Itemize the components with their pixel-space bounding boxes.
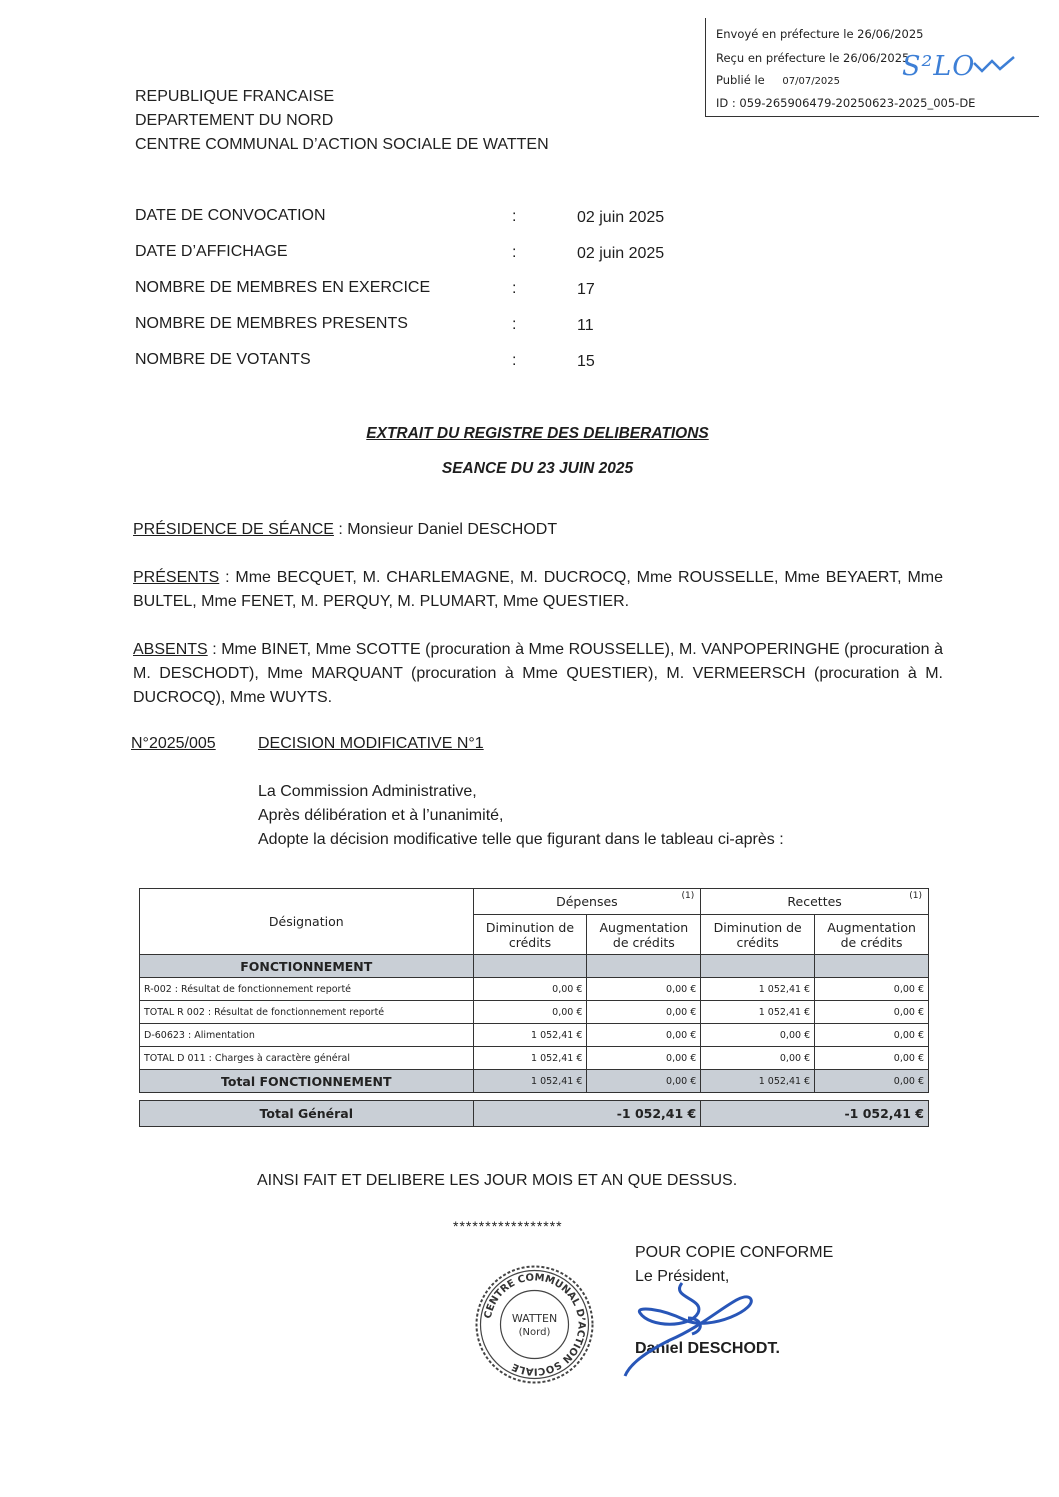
decision-number: N°2025/005 (131, 735, 216, 752)
handwritten-signature (610, 1268, 770, 1383)
prefecture-stamp (705, 18, 1039, 117)
presents-label: PRÉSENTS (133, 569, 220, 586)
info-value: 02 juin 2025 (577, 209, 665, 226)
info-label: NOMBRE DE MEMBRES EN EXERCICE (135, 279, 431, 296)
info-label: DATE D’AFFICHAGE (135, 243, 288, 260)
total-general-row: Total Général -1 052,41 € -1 052,41 € (140, 1101, 929, 1127)
table-row: TOTAL D 011 : Charges à caractère général 1 052,41 € 0,00 € 0,00 € 0,00 € (140, 1047, 929, 1070)
header-ccas: CENTRE COMMUNAL D’ACTION SOCIALE DE WATTEN (135, 136, 549, 153)
check-icon (972, 55, 1016, 75)
presidence-name: Monsieur Daniel DESCHODT (347, 521, 558, 538)
decision-body-1: La Commission Administrative, (258, 783, 477, 800)
info-colon: : (512, 316, 517, 333)
official-seal (472, 1262, 597, 1387)
decision-body-2: Après délibération et à l’unanimité, (258, 807, 504, 824)
svg-text:(Nord): (Nord) (518, 1327, 551, 1338)
total-fonctionnement-row: Total FONCTIONNEMENT 1 052,41 € 0,00 € 1 052,41 € 0,00 € (140, 1070, 929, 1093)
dep-aug-header: Augmentation de crédits (587, 915, 701, 955)
info-label: NOMBRE DE MEMBRES PRESENTS (135, 315, 408, 332)
stamp-received: Reçu en préfecture le 26/06/2025 (716, 51, 910, 65)
presents-list: Mme BECQUET, M. CHARLEMAGNE, M. DUCROCQ, Mme ROUSSELLE, Mme BEYAERT, Mme BULTEL, Mme FENET, M. PERQUY, M. PLUMART, Mme QUESTIER. (133, 569, 944, 610)
depenses-header: Dépenses (1) (473, 889, 701, 915)
rec-aug-header: Augmentation de crédits (815, 915, 929, 955)
info-colon: : (512, 244, 517, 261)
header-departement: DEPARTEMENT DU NORD (135, 112, 334, 129)
info-value: 02 juin 2025 (577, 245, 665, 262)
presidence-line: PRÉSIDENCE DE SÉANCE : Monsieur Daniel DESCHODT (133, 521, 558, 538)
stars-separator: ***************** (453, 1218, 563, 1234)
s2lo-logo: S²LO (902, 51, 975, 82)
info-value: 17 (577, 281, 595, 298)
presidence-label: PRÉSIDENCE DE SÉANCE (133, 521, 334, 538)
table-row: TOTAL R 002 : Résultat de fonctionnement reporté 0,00 € 0,00 € 1 052,41 € 0,00 € (140, 1001, 929, 1024)
stamp-sent: Envoyé en préfecture le 26/06/2025 (716, 27, 924, 41)
signature-certification: POUR COPIE CONFORME (635, 1244, 834, 1261)
presents-paragraph: PRÉSENTS : Mme BECQUET, M. CHARLEMAGNE, M. DUCROCQ, Mme ROUSSELLE, Mme BEYAERT, Mme BULTEL, Mme FENET, M. PERQUY, M. PLUMART, Mme QUESTIER. (133, 569, 944, 610)
svg-text:CENTRE COMMUNAL D’ACTION SOCIA: CENTRE COMMUNAL D’ACTION SOCIALE (482, 1272, 587, 1377)
absents-list: Mme BINET, Mme SCOTTE (procuration à Mme ROUSSELLE), M. VANPOPERINGHE (procuration à M. DESCHODT), Mme MARQUANT (procuration à Mme QUESTIER), M. VERMEERSCH (procuration à M. DUCROCQ), Mme WUYTS. (133, 641, 943, 706)
decision-title: DECISION MODIFICATIVE N°1 (258, 735, 484, 752)
decision-body-3: Adopte la décision modificative telle que figurant dans le tableau ci-après : (258, 831, 784, 848)
info-value: 11 (577, 317, 594, 334)
signature-name: Daniel DESCHODT. (635, 1340, 780, 1357)
stamp-id: ID : 059-265906479-20250623-2025_005-DE (716, 96, 976, 110)
absents-paragraph: ABSENTS : Mme BINET, Mme SCOTTE (procuration à Mme ROUSSELLE), M. VANPOPERINGHE (procuration à M. DESCHODT), Mme MARQUANT (procuration à Mme QUESTIER), M. VERMEERSCH (procuration à M. DUCROCQ), Mme WUYTS. (133, 641, 943, 706)
recettes-header: Recettes (1) (701, 889, 929, 915)
info-colon: : (512, 280, 517, 297)
dep-dim-header: Diminution de crédits (473, 915, 587, 955)
closing-statement: AINSI FAIT ET DELIBERE LES JOUR MOIS ET AN QUE DESSUS. (257, 1172, 738, 1189)
absents-label: ABSENTS (133, 641, 208, 658)
info-label: DATE DE CONVOCATION (135, 207, 326, 224)
designation-header: Désignation (140, 889, 474, 955)
section-row: FONCTIONNEMENT (140, 955, 929, 978)
header-republique: REPUBLIQUE FRANCAISE (135, 88, 335, 105)
info-label: NOMBRE DE VOTANTS (135, 351, 311, 368)
register-title: EXTRAIT DU REGISTRE DES DELIBERATIONS (366, 425, 709, 442)
table-row: D-60623 : Alimentation 1 052,41 € 0,00 € 0,00 € 0,00 € (140, 1024, 929, 1047)
decision-table (139, 888, 929, 1127)
rec-dim-header: Diminution de crédits (701, 915, 815, 955)
signature-role: Le Président, (635, 1268, 730, 1285)
session-title: SEANCE DU 23 JUIN 2025 (441, 460, 634, 477)
info-value: 15 (577, 353, 595, 370)
stamp-published: Publié le 07/07/2025 (716, 73, 841, 87)
info-colon: : (512, 208, 517, 225)
svg-text:WATTEN: WATTEN (511, 1312, 558, 1325)
table-row: R-002 : Résultat de fonctionnement reporté 0,00 € 0,00 € 1 052,41 € 0,00 € (140, 978, 929, 1001)
info-colon: : (512, 352, 517, 369)
